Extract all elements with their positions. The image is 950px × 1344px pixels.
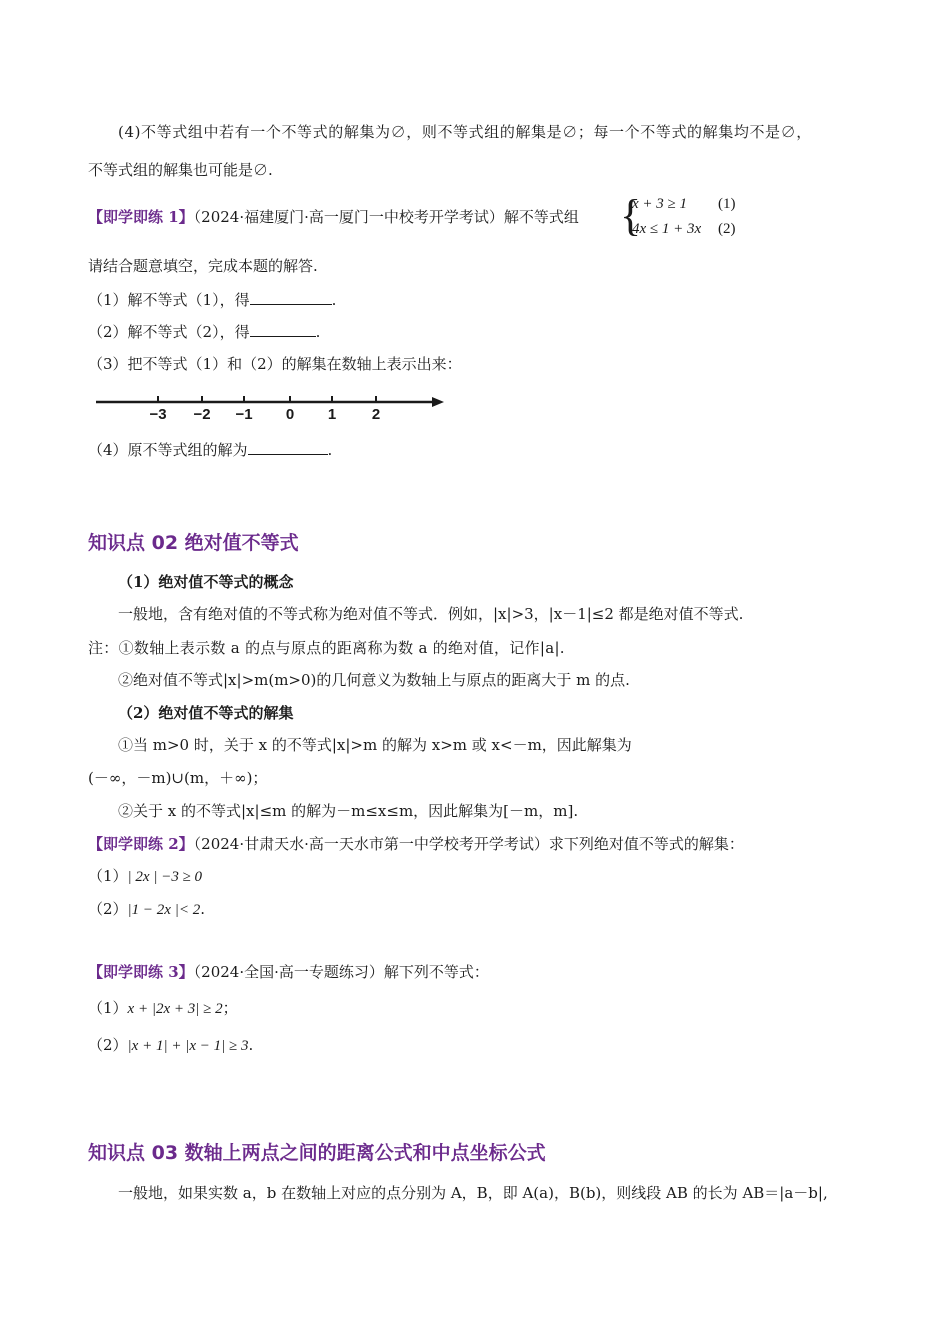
practice3-item2-end: . <box>248 1036 254 1054</box>
practice1-q4 <box>88 440 332 460</box>
section3-text: 一般地，如果实数 a，b 在数轴上对应的点分别为 A，B，即 A(a)，B(b)，则线段 AB 的长为 AB＝|a－b|, <box>118 1184 828 1202</box>
practice1-tag: 【即学即练 1】 <box>88 208 194 226</box>
practice2-item1-label: （1） <box>88 867 128 885</box>
practice3-source: （2024·全国·高一专题练习）解下列不等式： <box>193 963 489 981</box>
q2-answer-blank[interactable] <box>250 322 316 337</box>
section2-sub2: （2）绝对值不等式的解集 <box>118 704 294 722</box>
number-line-label: 2 <box>371 406 381 423</box>
empty-set-para-line1: (4)不等式组中若有一个不等式的解集为∅，则不等式组的解集是∅；每一个不等式的解集均不是∅， <box>118 123 812 141</box>
practice1-source: （2024·福建厦门·高一厦门一中校考开学考试）解不等式组 <box>193 208 579 226</box>
practice1-q1 <box>88 290 336 310</box>
q1-text: （1）解不等式（1），得 <box>88 291 250 309</box>
practice2-item2 <box>88 899 205 920</box>
practice2-item2-end: . <box>200 900 205 918</box>
system-label1: (1) <box>718 196 736 212</box>
section2-sub1: （1）绝对值不等式的概念 <box>118 573 294 591</box>
practice2-tag: 【即学即练 2】 <box>88 835 194 853</box>
number-line-label: −1 <box>235 406 253 423</box>
q1-answer-blank[interactable] <box>250 290 332 305</box>
number-line-arrow <box>432 397 444 407</box>
q4-period: . <box>327 441 333 459</box>
practice3-item2-label: （2） <box>88 1036 128 1054</box>
q2-text: （2）解不等式（2），得 <box>88 323 250 341</box>
section2-solution1a: ①当 m>0 时，关于 x 的不等式|x|>m 的解为 x>m 或 x<－m，因此解集为 <box>118 736 632 754</box>
practice2-item2-expr: |1 − 2x |< 2 <box>127 902 201 918</box>
practice1-title <box>88 207 579 227</box>
number-line-label: 0 <box>285 406 295 423</box>
practice1-q3: （3）把不等式（1）和（2）的解集在数轴上表示出来： <box>88 355 462 373</box>
section3-heading: 知识点 03 数轴上两点之间的距离公式和中点坐标公式 <box>88 1142 546 1164</box>
empty-set-para-line2: 不等式组的解集也可能是∅. <box>88 161 273 179</box>
system-brace: { <box>620 191 642 240</box>
section2-definition: 一般地，含有绝对值的不等式称为绝对值不等式．例如，|x|>3，|x－1|≤2 都是绝对值不等式. <box>118 605 744 623</box>
practice3-item1-label: （1） <box>88 999 128 1017</box>
q2-period: . <box>315 323 321 341</box>
practice3-tag: 【即学即练 3】 <box>88 963 194 981</box>
q4-text: （4）原不等式组的解为 <box>88 441 248 459</box>
section2-solution1b: (－∞，－m)∪(m，＋∞)； <box>88 769 268 787</box>
number-line <box>92 388 452 424</box>
practice3-item2 <box>88 1035 253 1056</box>
system-label2: (2) <box>718 221 736 237</box>
practice2-item2-label: （2） <box>88 900 128 918</box>
number-line-label: −2 <box>193 406 211 423</box>
practice2-item1 <box>88 866 202 887</box>
section2-solution2: ②关于 x 的不等式|x|≤m 的解为－m≤x≤m，因此解集为[－m，m]. <box>118 802 579 820</box>
section2-note1: 注：①数轴上表示数 a 的点与原点的距离称为数 a 的绝对值，记作|a|. <box>88 639 565 657</box>
section2-heading: 知识点 02 绝对值不等式 <box>88 532 299 554</box>
practice1-instruction: 请结合题意填空，完成本题的解答. <box>88 257 318 275</box>
system-line1: x + 3 ≥ 1 <box>632 196 688 212</box>
q4-answer-blank[interactable] <box>248 440 328 455</box>
number-line-label: 1 <box>327 406 337 423</box>
number-line-label: −3 <box>149 406 167 423</box>
q1-period: . <box>331 291 337 309</box>
practice3-item1-end: ； <box>222 999 238 1017</box>
practice1-q2 <box>88 322 320 342</box>
practice2-title <box>88 834 744 854</box>
section2-note2: ②绝对值不等式|x|>m(m>0)的几何意义为数轴上与原点的距离大于 m 的点. <box>118 671 630 689</box>
system-line2: 4x ≤ 1 + 3x <box>632 221 702 237</box>
practice2-source: （2024·甘肃天水·高一天水市第一中学校考开学考试）求下列绝对值不等式的解集： <box>193 835 744 853</box>
practice3-title <box>88 962 489 982</box>
practice3-item1 <box>88 998 238 1019</box>
practice3-item1-expr: x + |2x + 3| ≥ 2 <box>127 1001 223 1017</box>
practice2-item1-expr: | 2x | −3 ≥ 0 <box>127 869 203 885</box>
practice3-item2-expr: |x + 1| + |x − 1| ≥ 3 <box>127 1038 249 1054</box>
